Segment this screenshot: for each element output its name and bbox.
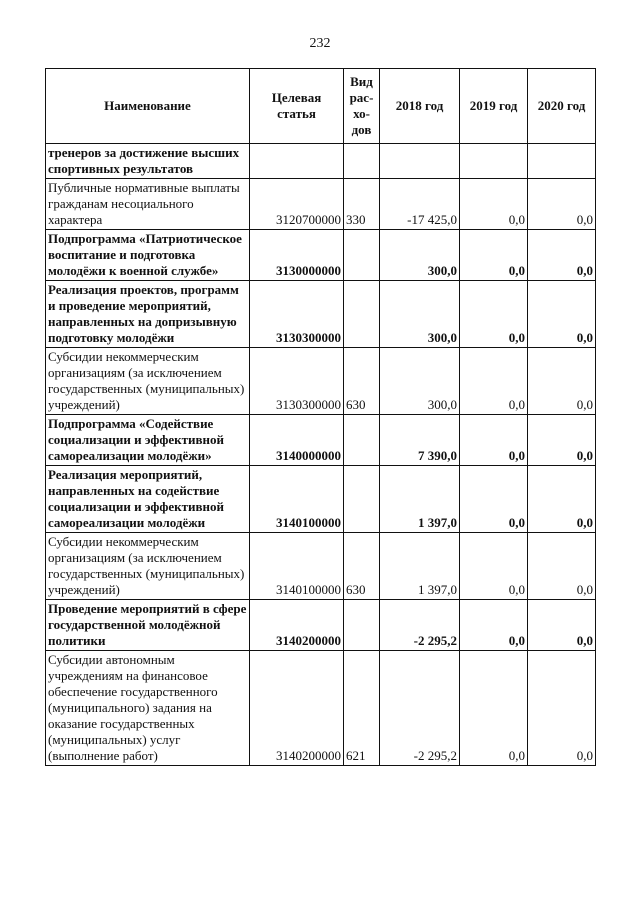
cell-2018: -17 425,0: [380, 179, 460, 230]
header-target: Целевая статья: [250, 69, 344, 144]
cell-2019: 0,0: [460, 415, 528, 466]
cell-2019: 0,0: [460, 533, 528, 600]
header-2018: 2018 год: [380, 69, 460, 144]
table-row: [46, 179, 596, 230]
cell-vid: 330: [344, 179, 380, 230]
cell-vid: [344, 281, 380, 348]
cell-name: Публичные нормативные выплаты гражданам несоциального характера: [46, 179, 250, 230]
header-vid: Вид рас-хо-дов: [344, 69, 380, 144]
cell-vid: [344, 415, 380, 466]
cell-2018: -2 295,2: [380, 600, 460, 651]
cell-target: 3130300000: [250, 281, 344, 348]
cell-vid: 630: [344, 533, 380, 600]
cell-2020: 0,0: [528, 533, 596, 600]
cell-target: 3130300000: [250, 348, 344, 415]
cell-name: Реализация мероприятий, направленных на содействие социализации и эффективной самореализации молодёжи: [46, 466, 250, 533]
table-body: [46, 144, 596, 766]
cell-2020: 0,0: [528, 179, 596, 230]
cell-2020: 0,0: [528, 348, 596, 415]
cell-2020: 0,0: [528, 230, 596, 281]
cell-2018: 300,0: [380, 281, 460, 348]
cell-2019: [460, 144, 528, 179]
cell-2020: 0,0: [528, 651, 596, 766]
cell-2019: 0,0: [460, 179, 528, 230]
cell-2020: 0,0: [528, 415, 596, 466]
cell-target: [250, 144, 344, 179]
header-2019: 2019 год: [460, 69, 528, 144]
cell-2019: 0,0: [460, 651, 528, 766]
cell-target: 3140000000: [250, 415, 344, 466]
table-row: [46, 230, 596, 281]
cell-2019: 0,0: [460, 281, 528, 348]
header-2020: 2020 год: [528, 69, 596, 144]
cell-target: 3130000000: [250, 230, 344, 281]
header-name: Наименование: [46, 69, 250, 144]
cell-vid: 621: [344, 651, 380, 766]
page-number: 232: [309, 36, 331, 51]
cell-2020: 0,0: [528, 281, 596, 348]
cell-2019: 0,0: [460, 600, 528, 651]
table-row: [46, 281, 596, 348]
cell-2020: [528, 144, 596, 179]
cell-name: Проведение мероприятий в сфере государственной молодёжной политики: [46, 600, 250, 651]
cell-2018: 7 390,0: [380, 415, 460, 466]
table-row: [46, 600, 596, 651]
cell-vid: [344, 600, 380, 651]
cell-2018: [380, 144, 460, 179]
table-row: [46, 144, 596, 179]
cell-2019: 0,0: [460, 466, 528, 533]
cell-target: 3140100000: [250, 466, 344, 533]
cell-name: Подпрограмма «Патриотическое воспитание и подготовка молодёжи к военной службе»: [46, 230, 250, 281]
cell-target: 3120700000: [250, 179, 344, 230]
cell-vid: [344, 144, 380, 179]
table-row: [46, 533, 596, 600]
table-row: [46, 415, 596, 466]
cell-2019: 0,0: [460, 230, 528, 281]
cell-vid: [344, 230, 380, 281]
cell-target: 3140100000: [250, 533, 344, 600]
cell-name: Субсидии некоммерческим организациям (за исключением государственных (муниципальных) учреждений): [46, 348, 250, 415]
cell-vid: [344, 466, 380, 533]
cell-2018: -2 295,2: [380, 651, 460, 766]
cell-2019: 0,0: [460, 348, 528, 415]
table-row: [46, 466, 596, 533]
table-row: [46, 651, 596, 766]
cell-2020: 0,0: [528, 600, 596, 651]
cell-vid: 630: [344, 348, 380, 415]
budget-table: [45, 68, 596, 766]
table-header-row: [46, 69, 596, 144]
cell-name: Подпрограмма «Содействие социализации и эффективной самореализации молодёжи»: [46, 415, 250, 466]
cell-name: Субсидии некоммерческим организациям (за исключением государственных (муниципальных) учреждений): [46, 533, 250, 600]
cell-2020: 0,0: [528, 466, 596, 533]
cell-2018: 300,0: [380, 230, 460, 281]
cell-2018: 300,0: [380, 348, 460, 415]
cell-target: 3140200000: [250, 651, 344, 766]
cell-target: 3140200000: [250, 600, 344, 651]
cell-2018: 1 397,0: [380, 533, 460, 600]
cell-name: тренеров за достижение высших спортивных результатов: [46, 144, 250, 179]
cell-name: Реализация проектов, программ и проведение мероприятий, направленных на допризывную подготовку молодёжи: [46, 281, 250, 348]
cell-2018: 1 397,0: [380, 466, 460, 533]
cell-name: Субсидии автономным учреждениям на финансовое обеспечение государственного (муниципального) задания на оказание государственных (муниципальных) услуг (выполнение работ): [46, 651, 250, 766]
table-row: [46, 348, 596, 415]
